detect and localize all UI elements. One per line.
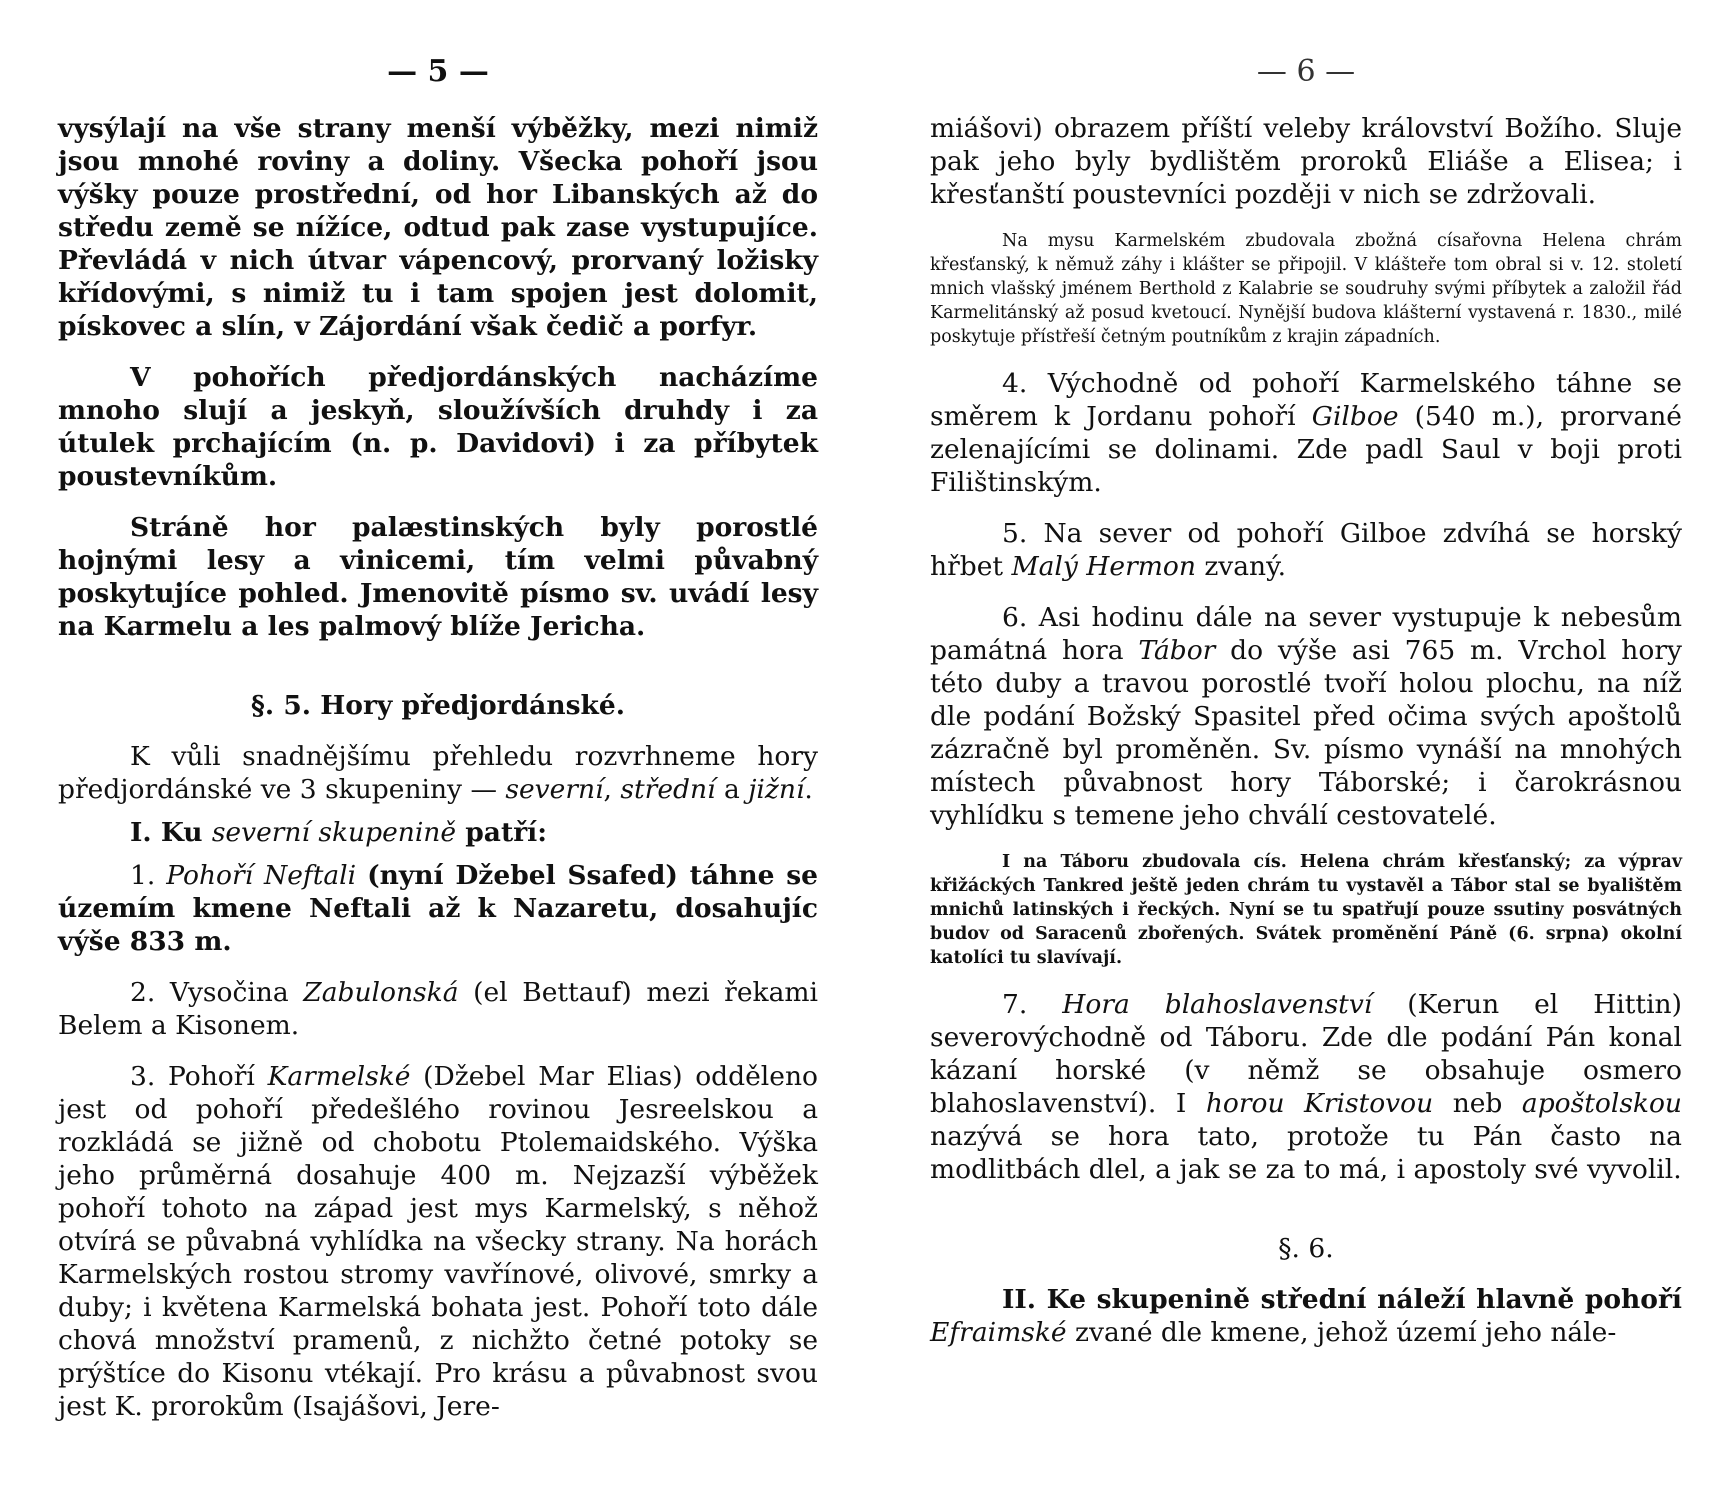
group-heading: I. Ku severní skupenině patří: <box>130 817 548 848</box>
list-item: II. Ke skupenině střední náleží hlavně pohoří Efraimské zvané dle kmene, jehož území jeho nále- <box>930 1284 1682 1348</box>
page-right <box>930 0 1682 1500</box>
list-item: 7. Hora blahoslavenství (Kerun el Hittin) severovýchodně od Táboru. Zde dle podání Pán konal kázaní horské (v němž se obsahuje osmero blahoslavenství). I horou Kristovou neb apoštolskou nazývá se hora tato, protože tu Pán často na modlitbách dlel, a jak se za to má, i apostoly své vyvolil. <box>930 989 1682 1185</box>
paragraph: Stráně hor palæstinských byly porostlé hojnými lesy a vinicemi, tím velmi půvabný poskytujíce pohled. Jmenovitě písmo sv. uvádí lesy na Karmelu a les palmový blíže Jericha. <box>58 512 818 642</box>
footnote: I na Táboru zbudovala cís. Helena chrám křesťanský; za výprav křižáckých Tankred ještě jeden chrám tu vystavěl a Tábor stal se byalištěm mnichů latinských i řeckých. Nyní se tu spatřují pouze ssutiny posvátných budov od Saracenů zbořených. Svátek proměnění Páně (6. srpna) okolní katolíci tu slavívají. <box>930 852 1682 968</box>
footnote: Na mysu Karmelském zbudovala zbožná císařovna Helena chrám křesťanský, k němuž záhy i klášter se připojil. V klášteře tom obral si v. 12. století mnich vlašský jménem Berthold z Kalabrie se soudruhy svými příbytek a založil řád Karmelitánský až posud kvetoucí. Nynější budova klášterní vystavená r. 1830., milé poskytuje přístřeší četným poutníkům z krajin západních. <box>930 231 1682 347</box>
list-item: 3. Pohoří Karmelské (Džebel Mar Elias) odděleno jest od pohoří předešlého rovinou Jesreelskou a rozkládá se jižně od chobotu Ptolemaidského. Výška jeho průměrná dosahuje 400 m. Nejzazší výběžek pohoří tohoto na západ jest mys Karmelský, s něhož otvírá se půvabná vyhlídka na všecky strany. Na horách Karmelských rostou stromy vavřínové, olivové, smrky a duby; i květena Karmelská bohata jest. Pohoří toto dále chová množství pramenů, z nichžto četné potoky se prýštíce do Kisonu vtékají. Pro krásu a půvabnost svou jest K. prorokům (Isajášovi, Jere- <box>58 1061 818 1422</box>
list-item: 1. Pohoří Neftali (nyní Džebel Ssafed) táhne se územím kmene Neftali až k Nazaretu, dosahujíc výše 833 m. <box>58 860 818 957</box>
paragraph: vysýlají na vše strany menší výběžky, mezi nimiž jsou mnohé roviny a doliny. Všecka pohoří jsou výšky pouze prostřední, od hor Libanských až do středu země se nížíce, odtud pak zase vystupujíce. Převládá v nich útvar vápencový, prorvaný ložisky křídovými, s nimiž tu i tam spojen jest dolomit, pískovec a slín, v Zájordání však čedič a porfyr. <box>58 113 818 342</box>
page-number: — 6 — <box>1256 54 1356 89</box>
list-item: 2. Vysočina Zabulonská (el Bettauf) mezi řekami Belem a Kisonem. <box>58 977 818 1041</box>
page-number: — 5 — <box>387 54 489 89</box>
section-heading: §. 6. <box>1278 1233 1334 1264</box>
page-body <box>58 112 818 1423</box>
list-item: 6. Asi hodinu dále na sever vystupuje k nebesům památná hora Tábor do výše asi 765 m. Vrchol hory této duby a travou porostlé tvoří holou plochu, na níž dle podání Božský Spasitel před očima svých apoštolů zázračně byl proměněn. Sv. písmo vynáší na mnohých místech půvabnost hory Táborské; i čarokrásnou vyhlídku s temene jeho chválí cestovatelé. <box>930 602 1682 831</box>
paragraph: miášovi) obrazem příští veleby království Božího. Sluje pak jeho byly bydlištěm proroků Eliáše a Elisea; i křesťanští poustevníci později v nich se zdržovali. <box>930 113 1682 210</box>
list-item: 5. Na sever od pohoří Gilboe zdvíhá se horský hřbet Malý Hermon zvaný. <box>930 518 1682 582</box>
list-item: 4. Východně od pohoří Karmelského táhne se směrem k Jordanu pohoří Gilboe (540 m.), prorvané zelenajícími se dolinami. Zde padl Saul v boji proti Filištinským. <box>930 368 1682 498</box>
paragraph-intro: K vůli snadnějšímu přehledu rozvrhneme hory předjordánské ve 3 skupeniny — severní, střední a jižní. <box>58 741 818 805</box>
page-body <box>930 112 1682 1349</box>
section-heading: §. 5. Hory předjordánské. <box>251 690 625 721</box>
page-left <box>58 0 818 1500</box>
paragraph: V pohořích předjordánských nacházíme mnoho slují a jeskyň, sloužívších druhdy i za útulek prchajícím (n. p. Davidovi) i za příbytek poustevníkům. <box>58 362 818 492</box>
